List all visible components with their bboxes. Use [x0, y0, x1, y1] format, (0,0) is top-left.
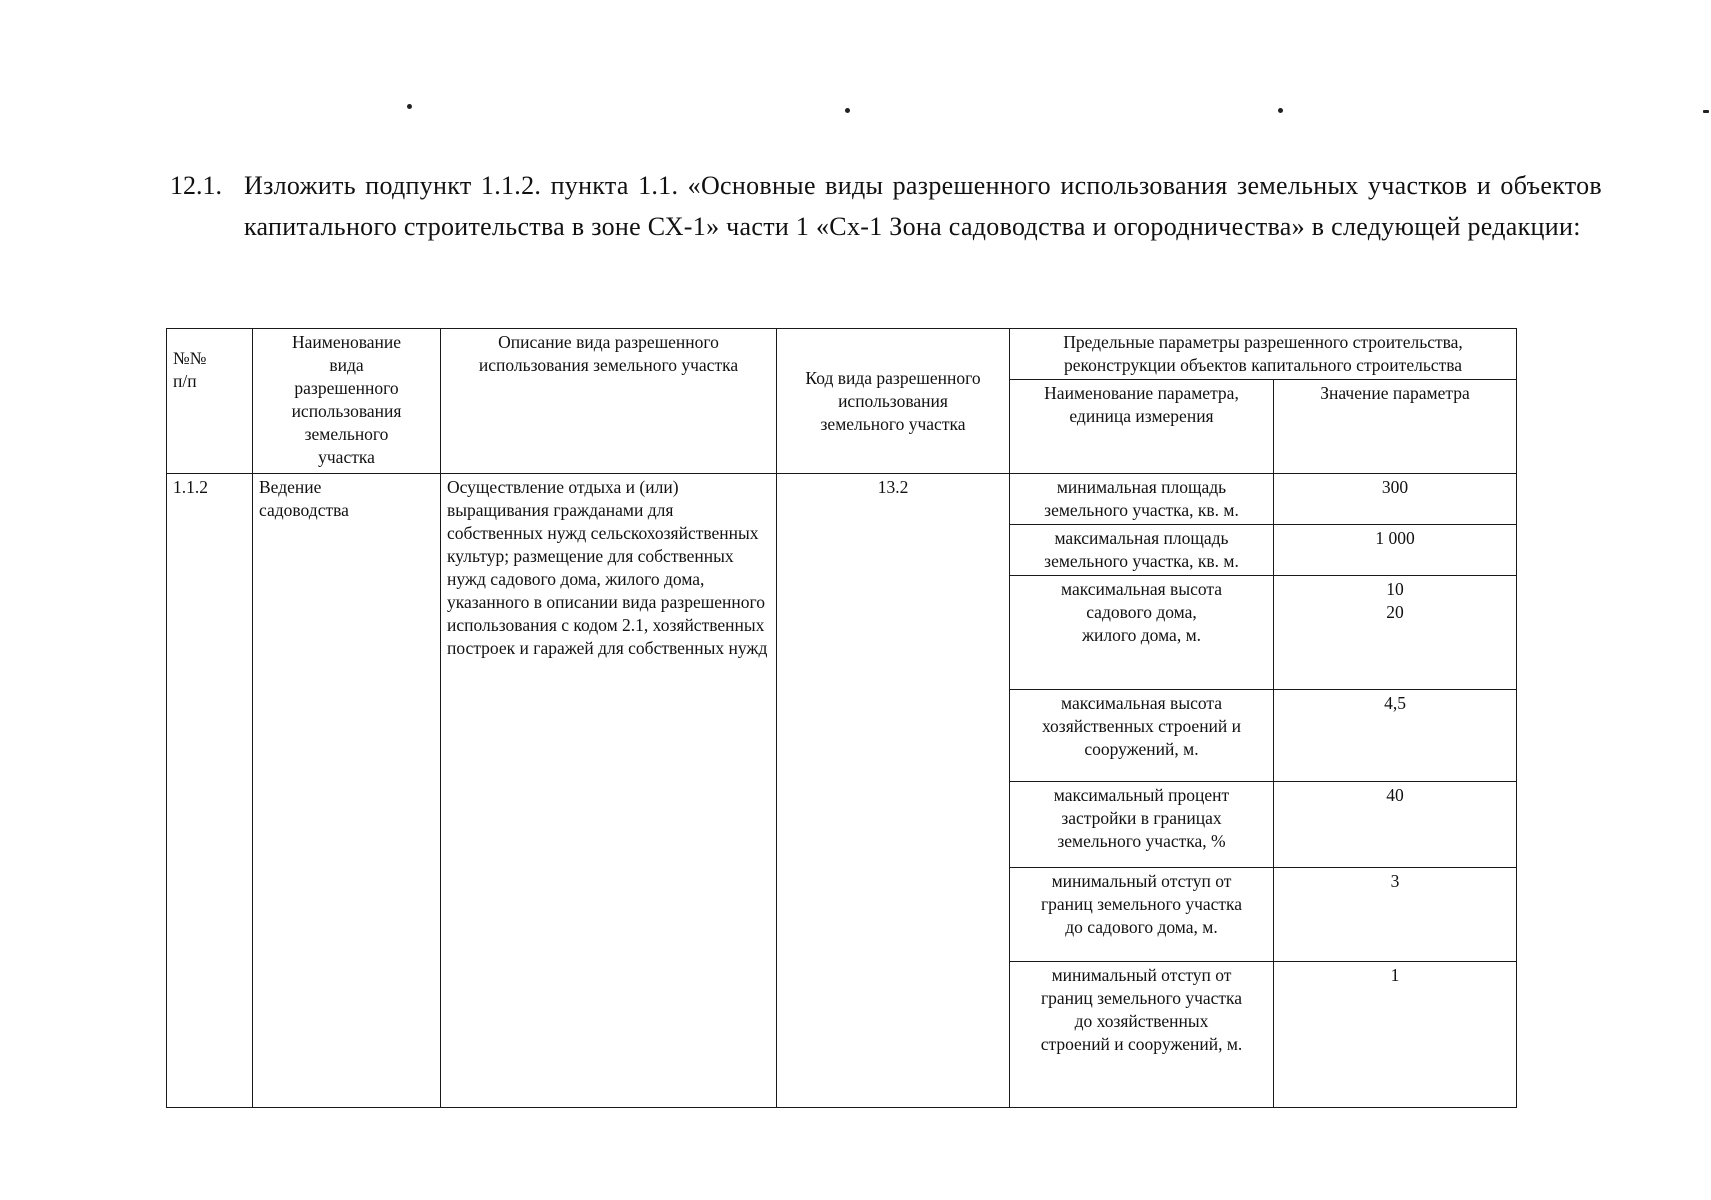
- amendment-paragraph: [170, 165, 1602, 247]
- param-value: 300: [1274, 474, 1517, 525]
- param-value: 1 000: [1274, 525, 1517, 576]
- param-value: 4,5: [1274, 690, 1517, 782]
- table-row: [167, 474, 1517, 525]
- param-value: 1: [1274, 962, 1517, 1108]
- param-name: минимальный отступ от границ земельного участка до садового дома, м.: [1010, 868, 1274, 962]
- row-num: 1.1.2: [167, 474, 253, 1108]
- paragraph-text: Изложить подпункт 1.1.2. пункта 1.1. «Основные виды разрешенного использования земельных участков и объектов капитального строительства в зоне СХ-1» части 1 «Сх-1 Зона садоводства и огородничества» в следующей редакции:: [244, 171, 1602, 241]
- scan-speck: [407, 104, 412, 109]
- row-description: Осуществление отдыха и (или) выращивания гражданами для собственных нужд сельскохозяйственных культур; размещение для собственных нужд садового дома, жилого дома, указанного в описании вида разрешенного использования с кодом 2.1, хозяйственных построек и гаражей для собственных нужд: [441, 474, 777, 1108]
- param-value: 10 20: [1274, 576, 1517, 690]
- param-name: максимальная площадь земельного участка, кв. м.: [1010, 525, 1274, 576]
- scan-speck: [1278, 108, 1283, 113]
- param-name: максимальная высота хозяйственных строений и сооружений, м.: [1010, 690, 1274, 782]
- row-use-name: Ведение садоводства: [253, 474, 441, 1108]
- header-use-name: Наименование вида разрешенного использования земельного участка: [253, 329, 441, 474]
- header-param-value: Значение параметра: [1274, 380, 1517, 474]
- param-value: 3: [1274, 868, 1517, 962]
- param-name: минимальная площадь земельного участка, кв. м.: [1010, 474, 1274, 525]
- land-use-table: [166, 328, 1517, 1108]
- paragraph-number: 12.1.: [170, 171, 222, 200]
- param-value: 40: [1274, 782, 1517, 868]
- row-code: 13.2: [777, 474, 1010, 1108]
- header-num: №№ п/п: [167, 329, 253, 474]
- header-limits: Предельные параметры разрешенного строительства, реконструкции объектов капитального строительства: [1010, 329, 1517, 380]
- param-name: максимальная высота садового дома, жилого дома, м.: [1010, 576, 1274, 690]
- scan-speck: [1703, 110, 1709, 113]
- scan-speck: [845, 108, 850, 113]
- header-code: Код вида разрешенного использования земельного участка: [777, 329, 1010, 474]
- header-param-name: Наименование параметра, единица измерения: [1010, 380, 1274, 474]
- param-name: максимальный процент застройки в границах земельного участка, %: [1010, 782, 1274, 868]
- header-description: Описание вида разрешенного использования земельного участка: [441, 329, 777, 474]
- param-name: минимальный отступ от границ земельного участка до хозяйственных строений и сооружений, м.: [1010, 962, 1274, 1108]
